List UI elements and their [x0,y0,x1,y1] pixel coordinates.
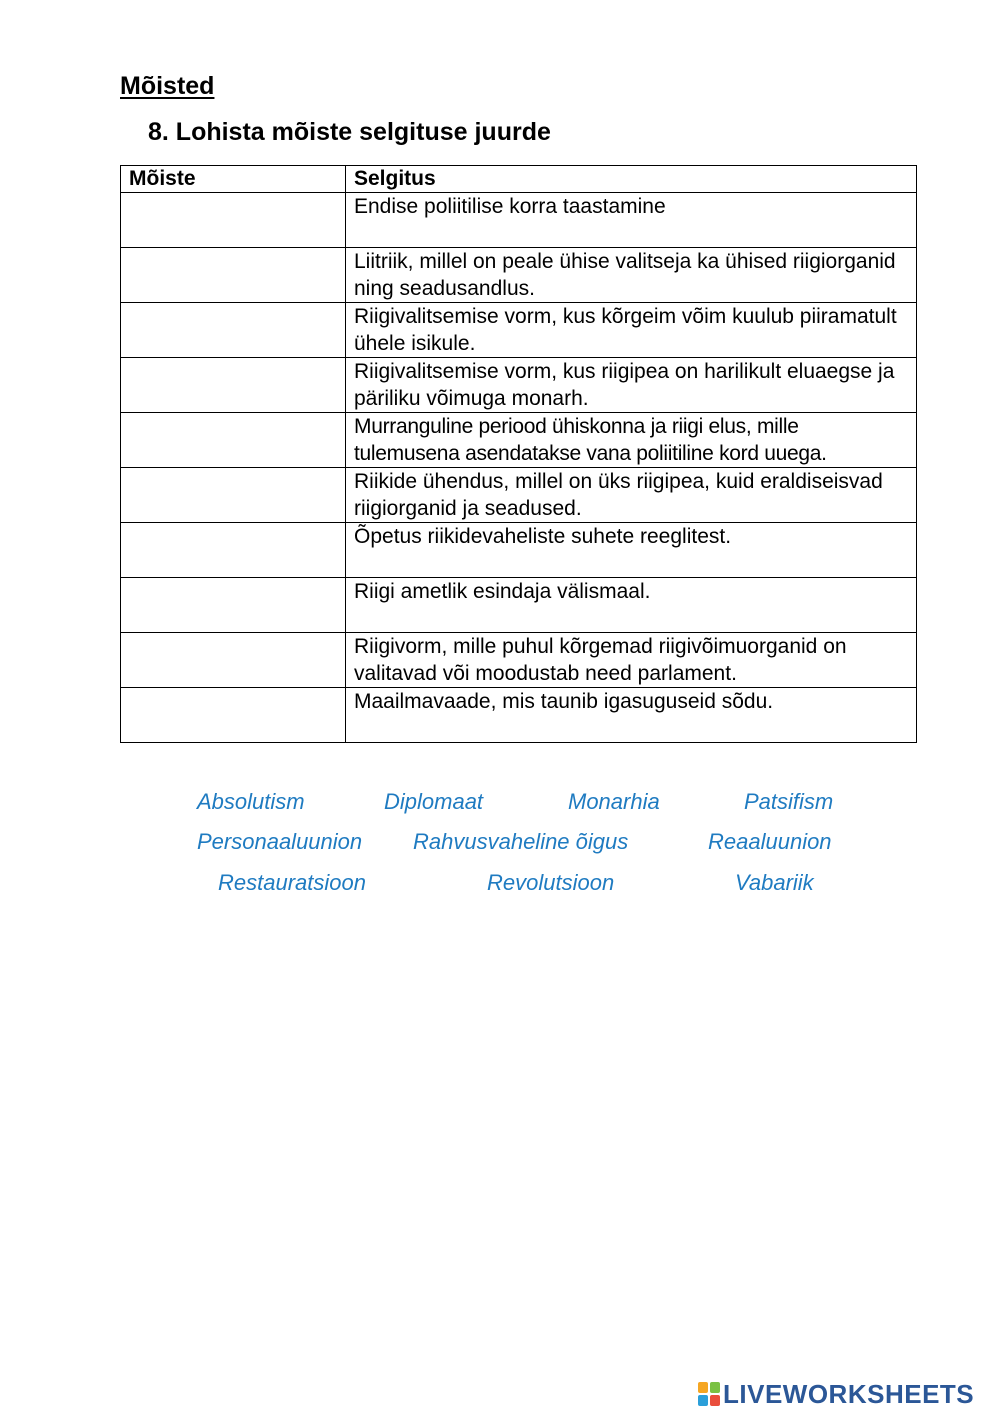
explanation-cell: Liitriik, millel on peale ühise valitseja ka ühised riigiorganid ning seadusandlus. [346,248,917,303]
table-row [121,468,917,523]
table-header-row [121,166,917,193]
term-drop-zone[interactable] [121,633,346,688]
explanation-cell: Riigi ametlik esindaja välismaal. [346,578,917,633]
table-row [121,688,917,743]
term-drop-zone[interactable] [121,358,346,413]
table-row [121,633,917,688]
explanation-cell: Riikide ühendus, millel on üks riigipea, kuid eraldiseisvad riigiorganid ja seadused. [346,468,917,523]
table-row [121,523,917,578]
explanation-cell: Maailmavaade, mis taunib igasuguseid sõdu. [346,688,917,743]
draggable-term-diplomaat[interactable]: Diplomaat [384,789,484,814]
term-drop-zone[interactable] [121,248,346,303]
draggable-term-rahvusvaheline-oigus[interactable]: Rahvusvaheline õigus [413,829,629,854]
term-drop-zone[interactable] [121,578,346,633]
explanation-cell: Riigivorm, mille puhul kõrgemad riigivõimuorganid on valitavad või moodustab need parlament. [346,633,917,688]
terms-table [120,165,917,743]
column-header-explanation: Selgitus [346,166,917,193]
page-heading: Mõisted [120,72,215,100]
draggable-term-vabariik[interactable]: Vabariik [735,870,814,895]
draggable-term-revolutsioon[interactable]: Revolutsioon [487,870,615,895]
explanation-cell: Riigivalitsemise vorm, kus kõrgeim võim kuulub piiramatult ühele isikule. [346,303,917,358]
liveworksheets-logo-icon [698,1382,720,1406]
liveworksheets-logo[interactable] [698,1378,975,1409]
term-drop-zone[interactable] [121,413,346,468]
explanation-cell: Õpetus riikidevaheliste suhete reeglitest. [346,523,917,578]
term-drop-zone[interactable] [121,523,346,578]
term-drop-zone[interactable] [121,688,346,743]
draggable-term-patsifism[interactable]: Patsifism [744,789,834,814]
table-row [121,578,917,633]
task-title: 8. Lohista mõiste selgituse juurde [148,118,551,146]
explanation-cell: Murranguline periood ühiskonna ja riigi elus, mille tulemusena asendatakse vana poliitiline kord uuega. [346,413,917,468]
draggable-term-absolutism[interactable]: Absolutism [197,789,305,814]
column-header-term: Mõiste [121,166,346,193]
logo-text: LIVEWORKSHEETS [723,1378,975,1409]
table-row [121,413,917,468]
explanation-cell: Endise poliitilise korra taastamine [346,193,917,248]
table-row [121,193,917,248]
draggable-term-restauratsioon[interactable]: Restauratsioon [218,870,366,895]
term-drop-zone[interactable] [121,193,346,248]
table-row [121,303,917,358]
draggable-term-monarhia[interactable]: Monarhia [568,789,660,814]
term-drop-zone[interactable] [121,468,346,523]
draggable-term-reaaluunion[interactable]: Reaaluunion [708,829,832,854]
draggable-term-personaaluunion[interactable]: Personaaluunion [197,829,363,854]
table-row [121,358,917,413]
term-drop-zone[interactable] [121,303,346,358]
explanation-cell: Riigivalitsemise vorm, kus riigipea on harilikult eluaegse ja päriliku võimuga monarh. [346,358,917,413]
table-row [121,248,917,303]
